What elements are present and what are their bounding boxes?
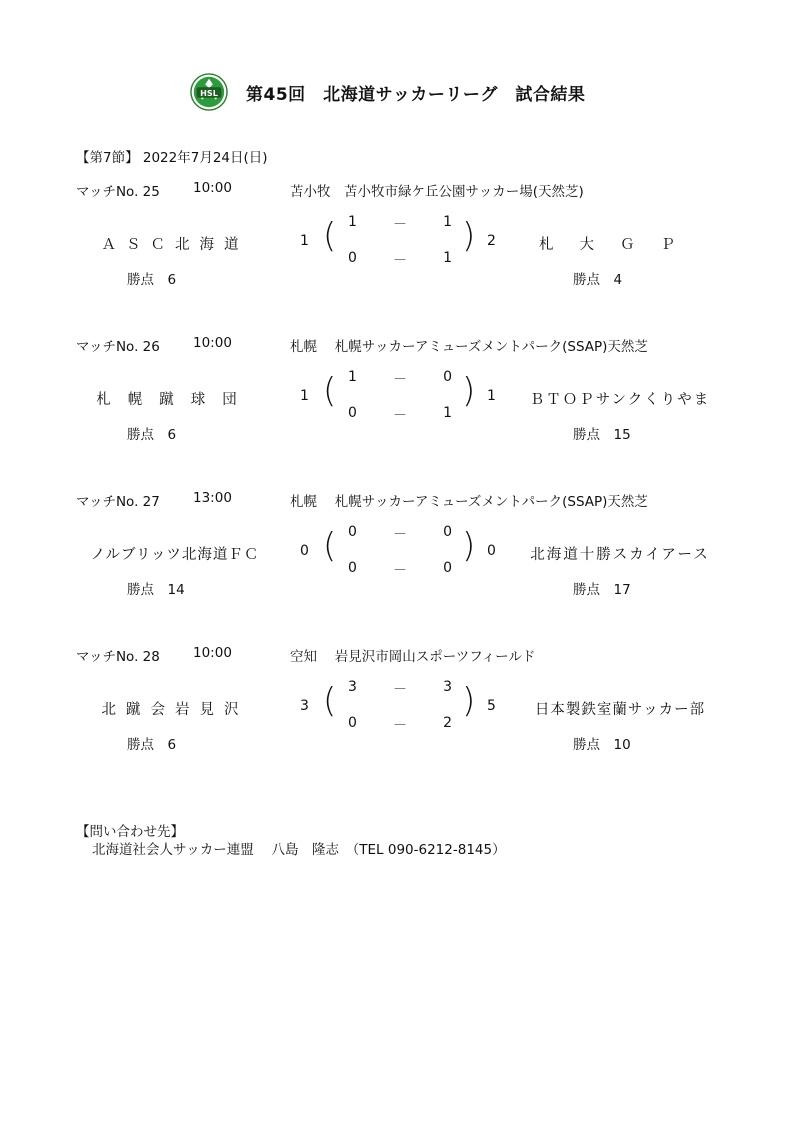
away-points: 勝点 4: [573, 272, 623, 288]
logo-text: HSL: [200, 88, 218, 98]
match-venue: 札幌 札幌サッカーアミューズメントパーク(SSAP)天然芝: [290, 494, 648, 510]
match-venue: 苫小牧 苫小牧市緑ケ丘公園サッカー場(天然芝): [290, 184, 584, 200]
home-team: ノルブリッツ北海道ＦＣ: [90, 547, 260, 563]
match-time: 10:00: [193, 180, 232, 196]
home-points: 勝点 14: [127, 582, 185, 598]
first-half-score: 1 － 0: [348, 369, 452, 388]
match-time: 13:00: [193, 490, 232, 506]
home-team: ＡＳＣ北海道: [101, 237, 249, 253]
second-half-score: 0 － 0: [348, 560, 452, 579]
open-paren: (: [323, 681, 337, 721]
match-block: [0, 490, 800, 620]
away-score: 5: [487, 698, 496, 714]
match-venue: 空知 岩見沢市岡山スポーツフィールド: [290, 649, 536, 665]
close-paren: ): [462, 681, 476, 721]
round-date: 【第7節】 2022年7月24日(日): [76, 150, 268, 166]
contact-label: 【問い合わせ先】: [76, 824, 184, 840]
close-paren: ): [462, 371, 476, 411]
first-half-score: 3 － 3: [348, 679, 452, 698]
close-paren: ): [462, 216, 476, 256]
open-paren: (: [323, 371, 337, 411]
home-score: 1: [300, 233, 309, 249]
away-team: 日本製鉄室蘭サッカー部: [534, 702, 706, 718]
away-points: 勝点 15: [573, 427, 631, 443]
home-points: 勝点 6: [127, 737, 177, 753]
close-paren: ): [462, 526, 476, 566]
match-number: マッチNo. 28: [76, 649, 160, 665]
contact-info: 北海道社会人サッカー連盟 八島 隆志 （TEL 090-6212-8145）: [92, 842, 506, 858]
home-team: 札幌蹴球団: [96, 392, 254, 408]
home-score: 0: [300, 543, 309, 559]
second-half-score: 0 － 1: [348, 250, 452, 269]
away-score: 2: [487, 233, 496, 249]
away-points: 勝点 10: [573, 737, 631, 753]
away-team: 北海道十勝スカイアース: [530, 547, 710, 563]
match-block: [0, 335, 800, 465]
match-venue: 札幌 札幌サッカーアミューズメントパーク(SSAP)天然芝: [290, 339, 648, 355]
match-time: 10:00: [193, 335, 232, 351]
page-title: 第45回 北海道サッカーリーグ 試合結果: [246, 84, 586, 105]
away-team: ＢＴＯＰサンクくりやま: [529, 392, 711, 408]
away-score: 1: [487, 388, 496, 404]
second-half-score: 0 － 1: [348, 405, 452, 424]
first-half-score: 1 － 1: [348, 214, 452, 233]
match-block: [0, 645, 800, 775]
away-team: 札大ＧＰ: [539, 237, 701, 253]
home-team: 北蹴会岩見沢: [101, 702, 249, 718]
open-paren: (: [323, 216, 337, 256]
match-number: マッチNo. 27: [76, 494, 160, 510]
home-points: 勝点 6: [127, 427, 177, 443]
home-score: 1: [300, 388, 309, 404]
first-half-score: 0 － 0: [348, 524, 452, 543]
page-header: [190, 72, 585, 112]
home-points: 勝点 6: [127, 272, 177, 288]
match-number: マッチNo. 25: [76, 184, 160, 200]
home-score: 3: [300, 698, 309, 714]
away-score: 0: [487, 543, 496, 559]
match-number: マッチNo. 26: [76, 339, 160, 355]
second-half-score: 0 － 2: [348, 715, 452, 734]
match-block: [0, 180, 800, 310]
open-paren: (: [323, 526, 337, 566]
away-points: 勝点 17: [573, 582, 631, 598]
match-time: 10:00: [193, 645, 232, 661]
hsl-logo-icon: [190, 73, 228, 111]
